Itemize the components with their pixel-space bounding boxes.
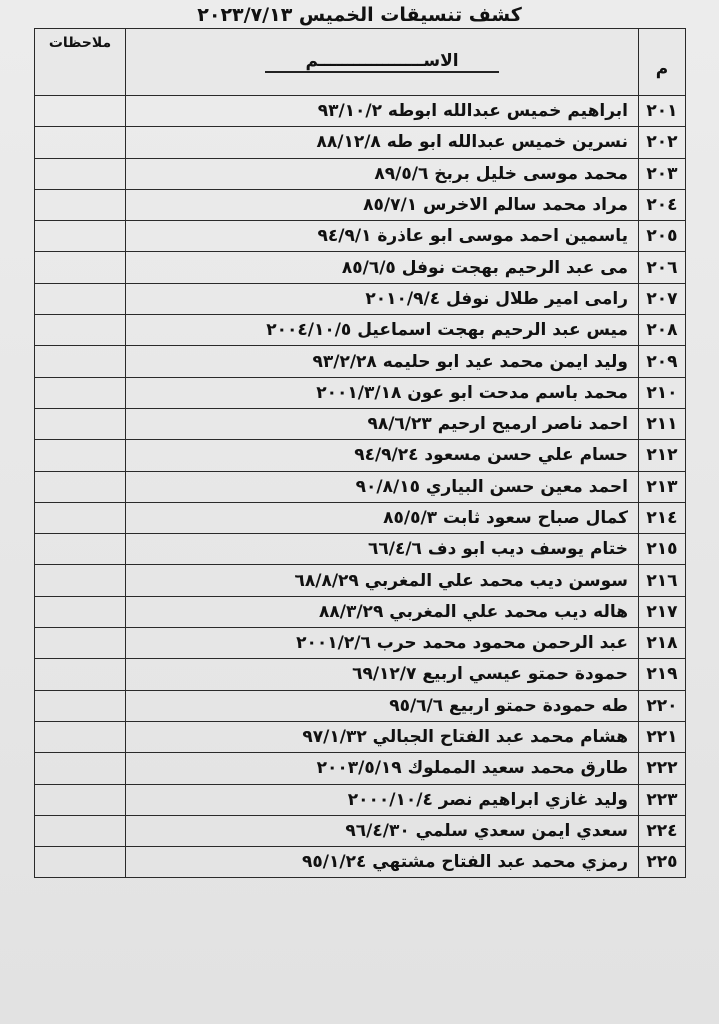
row-name: وليد غازي ابراهيم نصر ٢٠٠٠/١٠/٤ [126, 784, 639, 815]
row-notes [35, 565, 126, 596]
row-number: ٢٢٣ [639, 784, 686, 815]
row-name: طه حمودة حمتو اربيع ٩٥/٦/٦ [126, 690, 639, 721]
table-row [35, 315, 686, 346]
header-notes: ملاحظات [35, 29, 126, 96]
table-row [35, 596, 686, 627]
row-notes [35, 753, 126, 784]
row-number: ٢١١ [639, 408, 686, 439]
row-number: ٢٠٤ [639, 189, 686, 220]
table-row [35, 753, 686, 784]
row-notes [35, 534, 126, 565]
row-name: كمال صباح سعود ثابت ٨٥/٥/٣ [126, 502, 639, 533]
table-row [35, 408, 686, 439]
table-row [35, 847, 686, 878]
table-row [35, 565, 686, 596]
table-row [35, 221, 686, 252]
row-name: عبد الرحمن محمود محمد حرب ٢٠٠١/٢/٦ [126, 628, 639, 659]
row-number: ٢٠٢ [639, 127, 686, 158]
row-number: ٢١٧ [639, 596, 686, 627]
row-notes [35, 471, 126, 502]
table-row [35, 471, 686, 502]
row-notes [35, 127, 126, 158]
row-number: ٢٠٦ [639, 252, 686, 283]
table-row [35, 784, 686, 815]
row-notes [35, 784, 126, 815]
row-notes [35, 189, 126, 220]
table-row [35, 189, 686, 220]
table-row [35, 502, 686, 533]
row-notes [35, 283, 126, 314]
row-name: نسرين خميس عبدالله ابو طه ٨٨/١٢/٨ [126, 127, 639, 158]
roster-table [34, 28, 686, 878]
row-notes [35, 440, 126, 471]
table-row [35, 252, 686, 283]
row-number: ٢١٩ [639, 659, 686, 690]
row-number: ٢٠٣ [639, 158, 686, 189]
row-notes [35, 158, 126, 189]
row-name: محمد موسى خليل بربخ ٨٩/٥/٦ [126, 158, 639, 189]
table-row [35, 815, 686, 846]
document-title: كشف تنسيقات الخميس ٢٠٢٣/٧/١٣ [197, 4, 522, 26]
table-row [35, 690, 686, 721]
table-row [35, 534, 686, 565]
header-name-label: الاســــــــــــــــــم [265, 51, 498, 73]
row-number: ٢٠٨ [639, 315, 686, 346]
row-number: ٢٢٢ [639, 753, 686, 784]
table-row [35, 127, 686, 158]
row-notes [35, 628, 126, 659]
row-name: حسام علي حسن مسعود ٩٤/٩/٢٤ [126, 440, 639, 471]
table-row [35, 158, 686, 189]
row-notes [35, 659, 126, 690]
row-name: احمد ناصر ارميح ارحيم ٩٨/٦/٢٣ [126, 408, 639, 439]
row-notes [35, 408, 126, 439]
row-notes [35, 221, 126, 252]
row-number: ٢٢٥ [639, 847, 686, 878]
row-number: ٢٠١ [639, 96, 686, 127]
row-name: هشام محمد عبد الفتاح الجبالي ٩٧/١/٣٢ [126, 721, 639, 752]
row-name: حمودة حمتو عيسي اربيع ٦٩/١٢/٧ [126, 659, 639, 690]
row-number: ٢٠٧ [639, 283, 686, 314]
header-number: م [639, 29, 686, 96]
row-number: ٢١٦ [639, 565, 686, 596]
row-notes [35, 690, 126, 721]
row-name: ابراهيم خميس عبدالله ابوطه ٩٣/١٠/٢ [126, 96, 639, 127]
row-name: محمد باسم مدحت ابو عون ٢٠٠١/٣/١٨ [126, 377, 639, 408]
row-name: احمد معين حسن البياري ٩٠/٨/١٥ [126, 471, 639, 502]
row-name: ميس عبد الرحيم بهجت اسماعيل ٢٠٠٤/١٠/٥ [126, 315, 639, 346]
row-number: ٢١٨ [639, 628, 686, 659]
row-notes [35, 502, 126, 533]
row-name: سعدي ايمن سعدي سلمي ٩٦/٤/٣٠ [126, 815, 639, 846]
row-number: ٢١٢ [639, 440, 686, 471]
table-body [35, 96, 686, 878]
row-name: مى عبد الرحيم بهجت نوفل ٨٥/٦/٥ [126, 252, 639, 283]
table-row [35, 440, 686, 471]
row-name: ياسمين احمد موسى ابو عاذرة ٩٤/٩/١ [126, 221, 639, 252]
row-name: هاله ديب محمد علي المغربي ٨٨/٣/٢٩ [126, 596, 639, 627]
row-number: ٢٢١ [639, 721, 686, 752]
row-name: ختام يوسف ديب ابو دف ٦٦/٤/٦ [126, 534, 639, 565]
table-row [35, 721, 686, 752]
header-name [126, 29, 639, 96]
table-row [35, 346, 686, 377]
row-notes [35, 252, 126, 283]
row-number: ٢٢٤ [639, 815, 686, 846]
row-notes [35, 847, 126, 878]
table-row [35, 628, 686, 659]
row-number: ٢١٥ [639, 534, 686, 565]
row-notes [35, 815, 126, 846]
row-number: ٢١٠ [639, 377, 686, 408]
row-notes [35, 721, 126, 752]
table-header-row [35, 29, 686, 96]
row-number: ٢١٣ [639, 471, 686, 502]
table-row [35, 96, 686, 127]
row-name: طارق محمد سعيد المملوك ٢٠٠٣/٥/١٩ [126, 753, 639, 784]
table-row [35, 283, 686, 314]
row-notes [35, 96, 126, 127]
row-notes [35, 377, 126, 408]
row-notes [35, 346, 126, 377]
table-row [35, 377, 686, 408]
row-name: رامى امير طلال نوفل ٢٠١٠/٩/٤ [126, 283, 639, 314]
table-row [35, 659, 686, 690]
row-name: مراد محمد سالم الاخرس ٨٥/٧/١ [126, 189, 639, 220]
row-number: ٢٠٩ [639, 346, 686, 377]
row-number: ٢٢٠ [639, 690, 686, 721]
row-notes [35, 596, 126, 627]
row-number: ٢١٤ [639, 502, 686, 533]
row-notes [35, 315, 126, 346]
row-number: ٢٠٥ [639, 221, 686, 252]
row-name: وليد ايمن محمد عيد ابو حليمه ٩٣/٢/٢٨ [126, 346, 639, 377]
row-name: رمزي محمد عبد الفتاح مشتهي ٩٥/١/٢٤ [126, 847, 639, 878]
row-name: سوسن ديب محمد علي المغربي ٦٨/٨/٢٩ [126, 565, 639, 596]
